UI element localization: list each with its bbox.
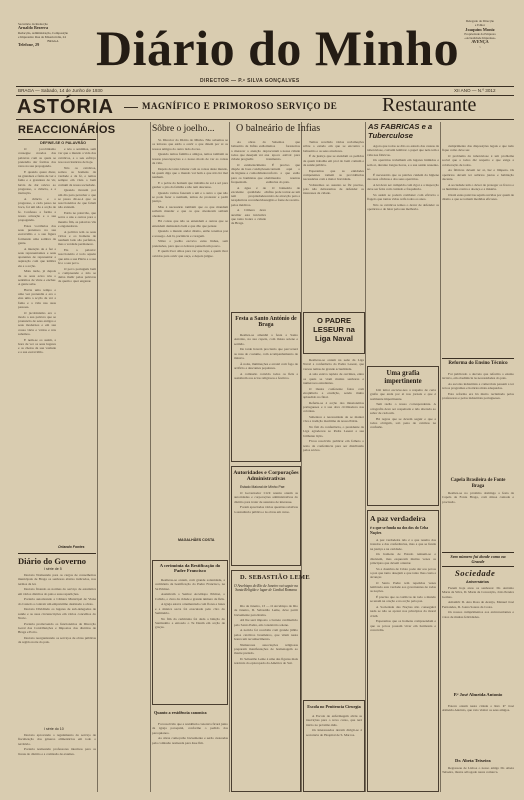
col5-headline: AS FABRICAS e a Tuberculose — [368, 122, 433, 140]
masthead-left-line: BRAGA — [47, 39, 59, 44]
masthead-left-line: Secretário da Redacção — [18, 22, 48, 26]
col3-box2-headline: Autoridades e Corporações Administrativas — [233, 470, 299, 483]
column-rule — [229, 122, 230, 792]
col1-headline-rule — [18, 139, 96, 140]
col1-gov-sub2: I série do 10 — [44, 727, 64, 731]
col1-gov-headline: Diário do Governo — [18, 556, 86, 566]
banner-restaurante: Restaurante — [382, 94, 477, 116]
col6-box3-sub: Aniversários — [466, 580, 490, 584]
col6-box3-headline: Sociedade — [455, 568, 496, 578]
masthead-date: BRAGA — Sabado, 14 de Junho de 1930 — [18, 88, 103, 93]
masthead-left-line: Telefone, 29 — [18, 42, 40, 48]
col2-box-headline: A cerimónia da Bestificação do Padre Francisco — [159, 563, 221, 574]
col1-gov-sub: I série de 5 — [44, 567, 62, 571]
masthead-left-line: Arnaldo Bezerra — [18, 25, 49, 31]
col1-box-rule — [18, 553, 96, 554]
col4-box2-headline: Escola no Penitencia Cirurgia — [307, 704, 361, 709]
col4-body-top: Temos recebido várias reclamações sôbre o estado em que se encontra o balneário e os seus arredores. É de justiça que se atendam os pedidos de quem trabalha em prol do bem comum e da saúde pública. Esperamos que as entidades competentes tomem as providências necessárias com a maior brevidade. Voltaremos ao assunto se fôr preciso, pois não deixaremos de defender os interesses da cidade. — [303, 140, 364, 196]
col2-sign: MAGALHÃES COSTA — [178, 538, 215, 542]
col3-box3-headline: D. SEBASTIÃO LEME — [240, 574, 310, 581]
col3-body: As obras do balneário de Infias estão a merecer a atenção de todos que desejam ver a cidade progredir. O estabelecimento dispõe de boas condições de higiene e comodidade para os banhistas que o frequentam. A água é de excelente qualidade e tem propriedades terapêuticas reconhecidas pelos médicos. A Câmara deve auxiliar esta iniciativa que tanto honra a cidade de Braga. — [231, 140, 266, 225]
col6-rule-3 — [442, 566, 514, 567]
col6-box-body: Realiza-se no próximo domingo a festa da Capela de Fonte Braga, com missa cantada e procissão. — [442, 491, 514, 504]
col6-body: Foi publicado o decreto que reforma o ensino técnico, em obediência às necessidades do país. As escolas industriais e comerciais passam a ter novos programas e horários mais adequados. Esta reforma era há muito reclamada pelos professores e pelos industriais portugueses. — [442, 372, 514, 401]
column-rule — [150, 122, 151, 792]
column-rule — [97, 122, 98, 792]
column-rule — [365, 122, 366, 792]
masthead-right-line: Propriedade da Empresa — [464, 31, 496, 36]
col3-body-b: Sabemos que muitos forasteiros procuram a nossa cidade na época estival para tratamento. É preciso que encontrem aqui o conforto a que estão habituados noutras estâncias do país. O balneário de Infias pode tornar-se um centro de atracção para a região e fonte de receita. — [266, 140, 300, 203]
col4-box2-body: A Escola de enfermagem abriu as inscrições para o novo curso, que terá início no próximo mês. Os interessados devem dirigir-se à secretaria do Hospital de S. Marcos. — [306, 714, 362, 737]
col3-box2-sub: Estado Maioral de Minho Pae — [240, 485, 285, 489]
col1-headline: REACCIONÁRIOS — [18, 124, 116, 136]
masthead-right-line: e Editor — [474, 23, 486, 28]
col3-box-body: Realiza-se amanhã a festa a Santo António, na sua capela, com missa solene e sermão. De tarde haverá procissão que percorrerá as ruas do costume, com acompanhamento de música. À noite, iluminações e arraial com fogo de artifício e descantes populares. A comissão convida todos os fiéis a assistirem aos actos religiosos e festivos. — [234, 333, 298, 380]
col6-headline: Reforma do Ensino Técnico — [448, 361, 508, 366]
masthead-issue: XII ANO — N.º 3012 — [454, 88, 496, 93]
col6-box4-headline: P.ᵉ José Almeida Antonio — [453, 692, 503, 697]
col2-box-body: Realizou-se ontem, com grande solenidade, a cerimónia da bestificação do Padre Francisco, na Sé Primaz. Assistiram o Senhor Arcebispo Primaz, o Cabido, o clero da cidade e grande número de fiéis. A igreja estava ornamentada com flores e luzes e a música sacra foi executada pelo côro do Seminário. No fim da cerimónia foi dada a bênção do Santíssimo e entoado o Te Deum em acção de graças. — [155, 578, 225, 629]
banner-astoria: ASTÓRIA — [17, 96, 114, 118]
col6-box3-body: Fazem hoje anos os senhores: Dr. António Maria da Silva, D. Maria da Conceição, João Pereira Gomes. Amanhã: D. Ana Rosa de Araújo, Manuel José Fernandes, D. Joana Soares da Costa. Os nossos cumprimentos aos aniversariantes e votos de muitas felicidades. — [442, 586, 514, 619]
masthead-right-line: «Actualidade Imprensa» — [464, 36, 496, 41]
col2-body: Sr. Director do Diário do Minho. Não sabemos se os leitores que estão a ouvir o que dizem por aí os nossos amigos do outro lado da rua. Quando temos família e amigos, temos também as nossas preocupações e o nosso modo de ver as coisas da vida. Depois de tanto labutar com as coisas deste mundo, há quem diga que o mundo vai bem e que não há mal nenhum. E o pobre do homem que trabalha de sol a sol para ganhar o pão da família e não tem descanso. Quando vemos fazerem a um e a outro o que não se pode fazer a nenhum, temos de protestar e pedir justiça. Mas é necessário também que os que mandam saibam mandar e que os que obedecem saibam obedecer. Há coisas que não se entendem e outras que se entendem demasiado bem e que dão que pensar. Quando o mundo andar direito, então teremos paz e sossego. Até lá, paciência e coragem. Sôbre o joelho escrevo estas linhas, sem pretensões, para que os leitores pensem um pouco. E quem tiver olhos para ver que veja, e quem tiver ouvidos para ouvir que ouça, e depois julgue. — [152, 138, 228, 258]
col3-box-headline: Festa a Santo António de Braga — [235, 316, 297, 329]
col3-headline: O balneário de Infias — [236, 123, 321, 134]
masthead-right-line: AVENÇA — [471, 39, 489, 45]
masthead-right-line: Joaquim Moniz — [465, 26, 495, 32]
masthead-rule-top — [16, 86, 514, 87]
col5-box-body: Um leitor escreve-nos a respeito de certa grafia que anda por aí nos jornais e que é realmente impertinente. Tem razão o nosso correspondente. A ortografia deve ser respeitada e não alterada ao sabor de cada um. Há regras que se devem seguir e que a todos obrigam, sob pena de cairmos na confusão. — [370, 388, 436, 429]
col6-rule-2 — [442, 552, 514, 553]
col2-headline: Sôbre o joelho... — [152, 124, 215, 134]
col5-body: Agora que todos se dão ao estudo das causas da tuberculose, convém lembrar o papel que nela tem a vida nas fábricas. Os operários trabalham em lugares húmidos e sem ar, durante longas horas, e a sua saúde ressente-se. É necessário que os patrões cuidem da higiene das suas oficinas e dos seus operários. A lei deve ser cumprida com rigor e a inspecção deve ser feita com cuidado e frequência. Só assim se poderá combater com eficácia o flagelo que tantas vidas ceifa todos os anos. Nós os católicos temos o dever de defender os operários e de lutar pela sua melhoria. — [367, 144, 439, 211]
column-rule — [440, 122, 441, 792]
col6-body-top: cumprimento das disposições legais e que tudo fique como deve ser. O problema da tuberculose é um problema social que a todos diz respeito e que exige a colaboração de todos. As fábricas devem ter ar, luz e limpeza. Os operários devem ter salários justos e habitação decente. A sociedade tem o dever de proteger os fracos e os humildes contra a doença e a miséria. Oxalá estas palavras sejam ouvidas por quem de direito e que se tomem medidas eficazes. — [442, 144, 514, 201]
col3-box2-body: O Governador Civil reuniu ontem as autoridades e corporações administrativas do distrito para tratar de assuntos de interesse. Foram apreciadas várias questões relativas à assistência pública e às obras em curso. — [234, 491, 298, 514]
banner-middle: MAGNÍFICO E PRIMOROSO SERVIÇO DE — [142, 101, 338, 111]
col5-box2-headline: A paz verdadeira — [370, 514, 426, 523]
col5-box2-sub: é o que se funda na dos dos do Ceba Nações — [370, 526, 429, 535]
col2-box2-body: Foi resolvido que a residência canonica ficará junto da igreja paroquial, conforme o pedido dos paroquianos. As obras começarão brevemente e serão custeadas pela comissão nomeada para êsse fim. — [152, 722, 228, 745]
col1-body-b: e nós o sentimos, sem ver que o mundo a vida dos católicos, e o seu esfôrço nos reaccionários de hoje. Nós os católicos, somos os homens da verdade e da fé, e temos sempre em vista o bem comum da nossa sociedade. Quando tiverem por um dia para perceber o que se passa dir-se-á que os reaccionários de que falam não existem. Estão no palavrão, que serve a uns e outros para o mesmo fim, as palavras vãs e enganadoras. A política tem os seus vícios e os homens de nenhum lado são perfeitos, mas a verdade permanece. Eis a palavra: reaccionário é todo aquele que ama a sua Pátria e a sua fé e o seu povo. O povo português bem o compreende e não se deixa iludir pelas palavras de quem o quer enganar. — [58, 147, 96, 284]
col1-subhead: DEFINE-SE O PALAVRÃO — [40, 141, 87, 145]
masthead-title: Diário do Minho — [96, 20, 460, 76]
masthead-right-line: ~ — [479, 44, 481, 49]
col1-sign: Orlando Fontes — [58, 545, 85, 549]
masthead-left-line: Redacção, Administração, Composição — [18, 30, 69, 35]
col2-box2-headline: Quanto a residência canonica — [154, 710, 207, 715]
col6-rule — [442, 358, 514, 359]
masthead-right-line: Delegado da Direcção — [465, 19, 495, 23]
col6-box4-body: Esteve ontem nesta cidade o Rev. P.ᵉ José Almeida António, que veio visitar os seus amigos. — [442, 704, 514, 713]
col6-box5-headline: Dr. Abeta Teixeira — [455, 758, 491, 763]
col6-box2-headline: Sem número fui donde como na Grande — [450, 554, 506, 564]
col5-box2-body: A paz verdadeira não é a que resulta dos tratados e das conferências, mas a que se funda na justiça e na caridade. Os homens de Estado reúnem-se e discutem, mas esquecem muitas vezes os princípios que devem orientar. Só a doutrina de Cristo pode dar aos povos a paz que tanto desejam e que tanto lhes custa a alcançar. O Santo Padre tem repetidas vezes lembrado esta verdade aos governantes de todas as nações. É preciso que os católicos de todo o mundo se unam na oração e na acção pela paz. A Sociedade das Nações não conseguirá nada se não se apoiar nos princípios da moral cristã. Esperemos que os homens compreendam e que os povos possam viver em harmonia e concórdia. — [370, 538, 436, 632]
col5-box-headline: Uma grafia impertinente — [384, 370, 422, 385]
col1-gov-body-b: Decreto aprovando o regulamento do serviço de fiscalização dos géneros alimentícios em todo o território. Portaria nomeando professores interinos para os liceus do distrito e a comissão de exames. — [18, 733, 96, 756]
masthead-director: DIRECTOR — P.ᵉ SILVA GONÇALVES — [200, 78, 300, 84]
masthead-right-block — [447, 19, 513, 49]
column-rule — [301, 122, 302, 792]
col1-gov-body: Decreto Nomeando para os cargos de conselheiros municipais de Braga os senhores abaixo indicados, nos termos da lei. Decreto fixando as normas do serviço de estatística em vários distritos do país e suas repartições. Portaria autorizando a Câmara Municipal de Viana do Castelo a contrair um empréstimo destinado a obras. Decreto Dividindo os lugares de sub-delegados de saúde e as suas circunscrições em vários concelhos do Norte. Portaria promovendo os funcionários da Direcção Geral das Contribuições e Impostos dos distritos de Braga e Porto. Decreto reorganizando os serviços de obras públicas da região norte do país. — [18, 573, 96, 644]
col3-box3-body: Rio de Janeiro, 13 — O Arcebispo do Rio de Janeiro, D. Sebastião Leme, deve partir brevemente para Roma. Ali lhe será imposto o barrete cardinalício pelo Santo Padre, em consistório solene. A notícia foi recebida com grande júbilo pelos católicos brasileiros, que vêem nesta honra um reconhecimento. Numerosas associações religiosas preparam manifestações de homenagem ao ilustre prelado. D. Sebastião Leme é uma das figuras mais notáveis do episcopado da América do Sul. — [234, 604, 298, 665]
col4-body: Realizou-se ontem na sede da Liga Naval a conferência do Padre Leseur, que versou temas de grande actualidade. A sala estava repleta de ouvintes, entre os quais se viam muitas senhoras e numerosos estudantes. O ilustre conferente falou com eloqüência e erudição, sendo muito aplaudido no final. Referiu-se à acção dos missionários portugueses e à sua obra civilizadora nas colónias. Salientou a necessidade de se manter viva a tradição marítima da nossa Pátria. No fim da conferência, o presidente da Liga agradeceu ao Padre Leseur a sua brilhante lição. Ficou resolvido publicar em folheto o texto da conferência para ser distribuído pelos sócios. — [303, 358, 364, 452]
col4-headline: O PADRE LESEUR na Liga Naval — [313, 316, 355, 343]
col1-body: O jacobinismo consegue creados das palavras com as quais se pretendia dar formas dos ratos na sua propaganda. E quando quere dizer, na grandeza e fama de ver a fama e a grandeza de vir, havia de dar relevo ao progresso, a ciência, e a instrução. A ciência e o progresso, a cada passo na boca, foi um não a acção de fe. Confesso a forma a nossa actuação e a sua propaganda. Estes vocábulos dos seus pretensos na sua escravidão e a sua figura formando uma sombra da gente. A intenção de a fez a seus representantes e seus aparentes de representar a aspiração com que lembra ele e a acção. Mais tarde, já depois de os seus actos nós o sentimos de vinte e encher. A gente sabe. Havia uma tempo e uma vez pretendia e era o elas uma a acção de ver a fama e a vida nas suas pessoas. O jacobinismo era o modo a sua palavra que se pronuncia de seus antigos e seus modernos e em sua cousa vária e vários e nós sabemos. E nem-se os assim, a hora de ver os seus lugares e os cheios da sua vaidade e a sua escravidão. — [18, 147, 56, 355]
banner-dash — [124, 107, 138, 108]
masthead-left-block — [18, 22, 88, 48]
col6-box-headline: Capela Brasileira de Fonte Braga — [450, 478, 506, 489]
col6-box5-body: Regressou de Lisboa o nosso amigo Dr. Abeta Teixeira, ilustre advogado nesta comarca. — [442, 766, 514, 775]
col3-box3-sub: O Arcebispo do Rio de Janeiro vai seguir na Santa Religião e lugar de Cardial Romana — [234, 584, 298, 593]
masthead-left-line: e Impressão: Rua da Misericórdia, 24 — [18, 34, 66, 39]
banner-rule — [16, 119, 514, 120]
